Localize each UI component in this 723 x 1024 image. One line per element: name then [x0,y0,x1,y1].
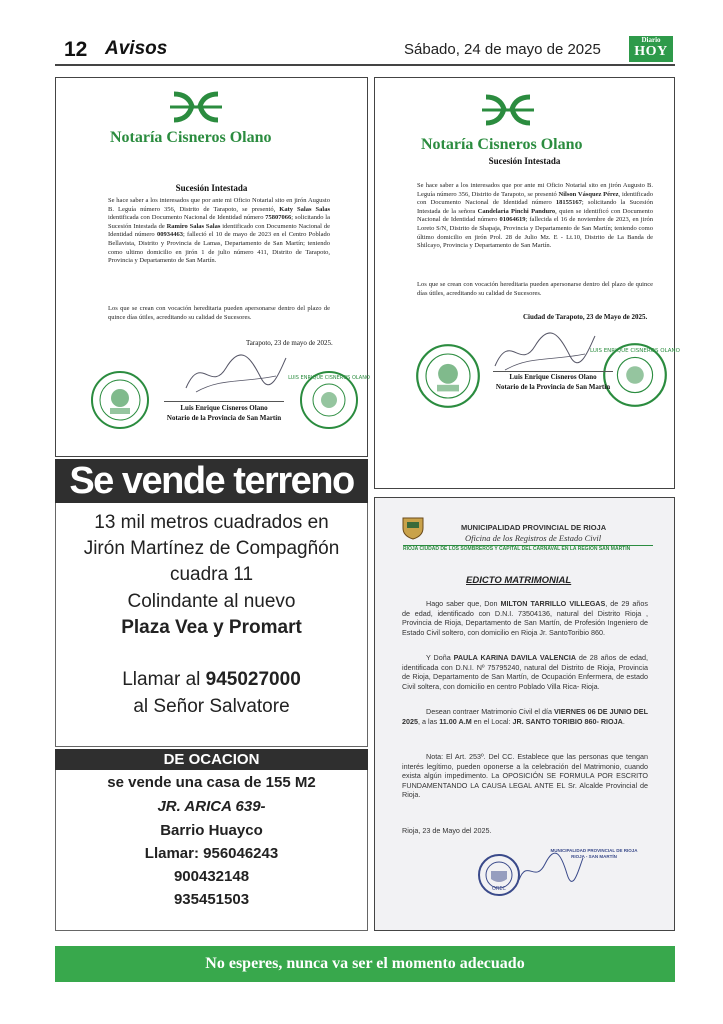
edicto-paragraph-3 [402,707,648,726]
stamp-text: MUNICIPALIDAD PROVINCIAL DE RIOJA [550,848,638,853]
terreno-line-3: cuadra 11 [169,564,254,585]
ocacion-line: Barrio Huayco [160,822,263,839]
notary-seal-left-icon [415,343,481,409]
edicto-office: Oficina de los Registros de Estado Civil [465,533,602,543]
ocacion-line: Llamar: 956046243 [144,845,279,862]
notice-body [108,197,330,266]
edicto-body-text: de 28 años de edad, identificada con D.N.I. Nº 75795240, natural del Distrito de Rioja, Provincia de Rioja, Departamento de San Martín, de Ocupación Enfermera, de estado Civil soltera, con domicilio en centro Poblado Villa Rica- Rioja. [402,653,648,691]
logo-main-text: HOY [634,44,668,59]
notice-body [417,182,653,251]
notice-body-emphasis: 01064619 [499,216,526,224]
terreno-call-prefix: Llamar al [122,669,206,690]
edicto-body-emphasis: PAULA KARINA DAVILA VALENCIA [453,653,577,662]
municipal-crest-icon [401,514,425,540]
ocacion-line: se vende una casa de 155 M2 [107,774,316,791]
notice-closing: Los que se crean con vocación hereditaria pueden apersonarse dentro del plazo de quince días útiles, acreditando su calidad de Sucesores. [417,281,653,297]
notice-body-emphasis: 75807066 [265,214,292,222]
ocacion-line: 900432148 [173,868,250,885]
municipal-stamp [539,848,649,860]
seal-text: LUIS ENRIQUE CISNEROS OLANO [590,347,680,354]
edicto-note: Nota: El Art. 253º. Del CC. Establece que las personas que tengan interés legítimo, pueden oponerse a la celebración del Matrimonio, cuando exista algún impedimento. La OPOSICIÓN SE FORMULA POR ESCRITO FUNDAMENTANDO LA CAUSA LEGAL ANTE EL Sr. Alcalde Provincial de Rioja. [402,752,648,799]
notice-body-emphasis: Candelaria Pinchi Panduro [477,207,556,215]
terreno-banner: Se vende terreno [55,459,368,503]
seal-label: OREC [491,886,507,892]
notary-logo-icon [478,90,538,132]
terreno-phone: 945027000 [205,669,301,690]
edicto-body-emphasis: JR. SANTO TORIBIO 860- RIOJA [512,716,623,726]
edicto-place-date: Rioja, 23 de Mayo del 2025. [402,826,492,835]
edicto-institution: MUNICIPALIDAD PROVINCIAL DE RIOJA [461,523,607,532]
terreno-line-4: Colindante al nuevo [127,591,296,612]
notice-body-text: , identificado con Documento Nacional de Identidad número [417,190,654,207]
terreno-phone-line [55,668,368,692]
edicto-body-text: , a las [418,716,440,726]
edicto-body-text: , de 29 años de edad, identificado con D.N.I. 73504136, natural del Distrito Rioja , Provincia de Rioja, Departamento de San Martín, de Profesión Ingeniero de Estado Civil soltero, con domicilio en Rioja Jr. SantoToribio 860. [402,599,648,637]
edicto-body-text: en el Local: [471,716,513,726]
notice-body-emphasis: Nilson Vásquez Pérez [558,190,619,198]
notice-body-text: ; solicitando la Sucesión Intestada de la señora [417,199,653,215]
notice-body-text: Se hace saber a los interesados que por ante mi Oficio Notarial sito en jirón Augusto B. Leguía número 356, Distrito de Tarapoto, se presentó [417,182,653,198]
edicto-tagline: RIOJA CIUDAD DE LOS SOMBREROS Y CAPITAL DEL CARNAVAL EN LA REGIÓN SAN MARTÍN [403,546,631,552]
notice-closing: Los que se crean con vocación hereditaria pueden apersonarse dentro del plazo de quince días útiles, acreditando su calidad de Sucesores. [108,305,330,321]
notice-body-text: ; solicitando la Sucesión Intestada de [108,214,330,230]
signature-line [493,371,613,372]
edicto-body-text: Hago saber que, Don [426,599,501,608]
edicto-matrimonial [374,497,675,931]
edicto-body-text: Y Doña [426,653,454,662]
notice-heading: Sucesión Intestada [488,156,561,166]
stamp-subtext: RIOJA - SAN MARTÍN [571,854,617,859]
notary-brand: Notaría Cisneros Olano [110,129,272,146]
seal-text: LUIS ENRIQUE CISNEROS OLANO [288,375,370,381]
notice-body-emphasis: 00934463 [156,231,183,239]
edicto-paragraph-1 [402,599,648,637]
notice-place-date: Tarapoto, 23 de mayo de 2025. [246,339,333,347]
notice-heading: Sucesión Intestada [175,183,248,193]
notary-brand: Notaría Cisneros Olano [421,136,583,153]
signer-name: Luis Enrique Cisneros Olano [180,404,268,412]
notary-seal-left-icon [90,370,150,430]
notice-body-emphasis: Katy Salas Salas [279,205,331,213]
terreno-line-1: 13 mil metros cuadrados en [94,512,329,533]
notary-notice-1 [55,77,368,457]
edicto-body-emphasis: 11.00 A.M [439,716,472,726]
notice-body-text: identificada con Documento Nacional de Identidad número [108,214,266,222]
notice-body-text: identificado con Documento Nacional de Identidad número [108,222,330,239]
newspaper-logo [629,36,673,62]
edicto-body-emphasis: MILTON TARRILLO VILLEGAS [500,599,606,608]
signer-title: Notario de la Provincia de San Martín [495,383,611,391]
section-title: Avisos [105,38,168,59]
signature-icon [485,326,605,376]
notice-body-text: ; fallecida el 16 de noviembre de 2023, en jirón Loreto S/N, Distrito de Shapaja, Provincia y Departamento de San Martín; teniendo como último domicilio en jirón Prol. 28 de Julio Mz. E - Lt.10, Distrito de La Banda de Shilcayo, Provincia y Departamento de San Martín. [417,216,653,250]
edicto-title: EDICTO MATRIMONIAL [466,575,572,586]
notice-body-emphasis: 18155167 [555,199,582,207]
notice-body-emphasis: Ramiro Salas Salas [166,222,221,230]
notary-logo-icon [166,88,226,128]
terreno-line-5: Plaza Vea y Promart [121,617,302,638]
edicto-body-text: . [622,716,625,726]
edicto-body-text: Desean contraer Matrimonio Civil el día [426,707,554,716]
signature-line [164,401,284,402]
notice-place-date: Ciudad de Tarapoto, 23 de Mayo de 2025. [523,313,648,321]
notary-notice-2 [374,77,680,489]
notice-body-text: ; falleció el 10 de mayo de 2023 en el Centro Poblado Bellavista, Distrito y Provincia de Lamas, Departamento de San Martín; teniendo como ultimo domicilio en jirón 1 de julio número 411, Distrito de Tarapoto, Provincia y Departamento de San Martín. [108,231,330,265]
notice-body-text: , quien se identificó con Documento Nacional de Identidad número [417,207,653,224]
ocacion-line: JR. ARICA 639- [157,798,266,815]
footer-slogan: No esperes, nunca va ser el momento adecuado [55,946,675,982]
signer-name: Luis Enrique Cisneros Olano [509,373,597,381]
ocacion-line: 935451503 [173,891,250,908]
edicto-body-emphasis: VIERNES 06 DE JUNIO DEL 2025 [402,707,648,726]
logo-top-text: Diario [641,36,661,44]
page-number: 12 [64,38,88,61]
edicto-paragraph-2 [402,653,648,691]
terreno-contact: al Señor Salvatore [133,696,290,717]
header-divider [55,64,675,66]
notice-body-text: Se hace saber a los interesados que por ante mi Oficio Notarial sito en jirón Augusto B. Leguía número 356, Distrito de Tarapoto, se presentó, [108,197,330,213]
ocacion-banner: DE OCACION [55,749,368,770]
notary-seal-right-icon [288,370,370,430]
issue-date: Sábado, 24 de mayo de 2025 [404,41,601,58]
signer-title: Notario de la Provincia de San Martín [166,414,282,422]
terreno-line-2: Jirón Martínez de Compagñón [83,538,340,559]
signature-icon [181,348,291,398]
